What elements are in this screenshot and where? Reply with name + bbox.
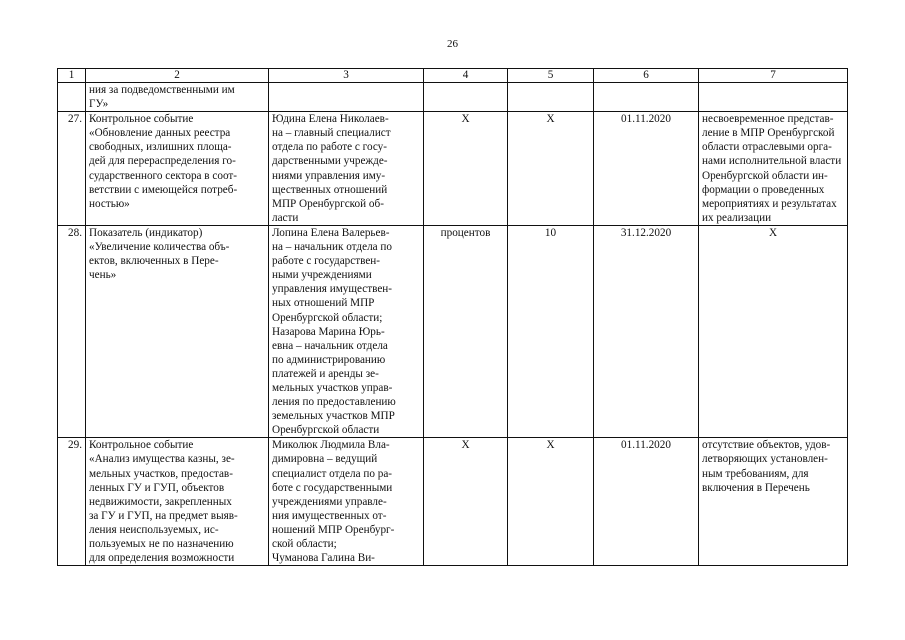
row-number: 29. <box>58 438 86 566</box>
cell-line: Лопина Елена Валерьев- <box>272 226 390 239</box>
cell-line: ласти <box>272 211 299 224</box>
cell-line: пользуемых не по назначению <box>89 538 234 550</box>
cell-line: чень» <box>89 269 117 282</box>
cell-value: Х <box>508 112 594 226</box>
cell-line: ской области; <box>272 538 337 550</box>
cell-line: ления по предоставлению <box>272 396 396 409</box>
header-cell: 1 <box>58 69 86 83</box>
cell-line: ными учреждениями <box>272 269 372 282</box>
cell-line: щественных отношений <box>272 183 388 196</box>
cell-line: летворяющих установлен- <box>702 453 828 466</box>
cell-date: 31.12.2020 <box>594 225 699 437</box>
cell-event-description <box>86 225 269 437</box>
cell-line: Оренбургской области ин- <box>702 169 828 182</box>
header-cell: 5 <box>508 69 594 83</box>
cell-line: Показатель (индикатор) <box>89 226 203 239</box>
cell-line: ностью» <box>89 197 130 210</box>
cell-line: ния имущественных от- <box>272 509 387 522</box>
row-number <box>58 83 86 112</box>
cell-line: ным требованиям, для <box>702 467 809 480</box>
cell-line: «Обновление данных реестра <box>89 127 231 140</box>
cell-line: земельных участков МПР <box>272 410 395 423</box>
cell-line: по администрированию <box>272 353 386 366</box>
cell-line: Оренбургской области <box>272 424 380 437</box>
cell-line: нами исполнительной власти <box>702 155 842 168</box>
cell-line: за ГУ и ГУП, на предмет выяв- <box>89 509 238 522</box>
cell-line: Назарова Марина Юрь- <box>272 325 385 338</box>
cell-line: на – начальник отдела по <box>272 241 392 254</box>
cell-date: 01.11.2020 <box>594 112 699 226</box>
cell-line: Оренбургской области; <box>272 311 383 324</box>
cell-line: Миколюк Людмила Вла- <box>272 439 390 452</box>
cell-line: ГУ» <box>89 98 109 111</box>
cell-line: ления неиспользуемых, ис- <box>89 523 219 536</box>
cell-line: для определения возможности <box>89 552 235 565</box>
cell-line: ных отношений МПР <box>272 297 375 310</box>
cell-risks <box>699 438 848 566</box>
header-cell: 6 <box>594 69 699 83</box>
cell-line: Чуманова Галина Ви- <box>272 552 375 565</box>
cell-line: учреждениями управле- <box>272 495 387 508</box>
cell-value: Х <box>508 438 594 566</box>
cell-line: ния за подведомственными им <box>89 84 235 96</box>
cell-responsible-person <box>269 438 424 566</box>
table-row <box>58 438 848 566</box>
table-row <box>58 225 848 437</box>
table-row <box>58 112 848 226</box>
cell-line: ление в МПР Оренбургской <box>702 127 835 140</box>
page-number: 26 <box>447 38 458 50</box>
cell-line: ношений МПР Оренбург- <box>272 523 395 536</box>
cell-date: 01.11.2020 <box>594 438 699 566</box>
cell-line: управления имуществен- <box>272 283 393 296</box>
cell-line: специалист отдела по ра- <box>272 467 393 480</box>
cell-line: ленных ГУ и ГУП, объектов <box>89 481 225 494</box>
cell-line: Контрольное событие <box>89 113 194 126</box>
cell-line: ектов, включенных в Пере- <box>89 255 219 268</box>
table-body <box>58 69 848 566</box>
cell-date <box>594 83 699 112</box>
cell-line: их реализации <box>702 211 772 224</box>
cell-line: включения в Перечень <box>702 481 810 494</box>
cell-unit: процентов <box>424 225 508 437</box>
cell-risks <box>699 83 848 112</box>
cell-line: Юдина Елена Николаев- <box>272 113 389 126</box>
cell-line: дей для перераспределения го- <box>89 155 236 168</box>
cell-line: «Анализ имущества казны, зе- <box>89 453 235 466</box>
cell-unit <box>424 83 508 112</box>
cell-responsible-person <box>269 225 424 437</box>
cell-line: ниями управления иму- <box>272 169 386 182</box>
cell-unit: Х <box>424 438 508 566</box>
cell-line: области отраслевыми орга- <box>702 141 832 154</box>
cell-line: МПР Оренбургской об- <box>272 197 384 210</box>
cell-value: 10 <box>508 225 594 437</box>
cell-event-description <box>86 83 269 112</box>
cell-line: Х <box>768 226 778 239</box>
cell-risks <box>699 225 848 437</box>
cell-line: формации о проведенных <box>702 183 825 196</box>
cell-unit: Х <box>424 112 508 226</box>
cell-line: несвоевременное представ- <box>702 113 834 126</box>
cell-line: отсутствие объектов, удов- <box>702 439 831 452</box>
table-header-row <box>58 69 848 83</box>
cell-line: недвижимости, закрепленных <box>89 495 232 508</box>
header-cell: 3 <box>269 69 424 83</box>
cell-risks <box>699 112 848 226</box>
cell-line: димировна – ведущий <box>272 453 378 466</box>
cell-line: «Увеличение количества объ- <box>89 241 230 254</box>
cell-line: дарственными учрежде- <box>272 155 388 168</box>
cell-responsible-person <box>269 112 424 226</box>
cell-line: ветствии с имеющейся потреб- <box>89 183 238 196</box>
cell-line: платежей и аренды зе- <box>272 367 379 380</box>
cell-line: боте с государственными <box>272 481 393 494</box>
header-cell: 2 <box>86 69 269 83</box>
cell-value <box>508 83 594 112</box>
cell-line: отдела по работе с госу- <box>272 141 387 154</box>
cell-line: Контрольное событие <box>89 439 194 452</box>
cell-line: мельных участков управ- <box>272 381 393 394</box>
table-row <box>58 83 848 112</box>
row-number: 28. <box>58 225 86 437</box>
report-table <box>57 68 848 566</box>
cell-line: работе с государствен- <box>272 255 381 268</box>
cell-line: мельных участков, предостав- <box>89 467 233 480</box>
cell-line: на – главный специалист <box>272 127 391 140</box>
header-cell: 7 <box>699 69 848 83</box>
cell-line: сударственного сектора в соот- <box>89 169 238 182</box>
cell-event-description <box>86 112 269 226</box>
cell-line: евна – начальник отдела <box>272 339 388 352</box>
cell-line: мероприятиях и результатах <box>702 197 837 210</box>
cell-line: свободных, излишних площа- <box>89 141 232 154</box>
header-cell: 4 <box>424 69 508 83</box>
cell-responsible-person <box>269 83 424 112</box>
row-number: 27. <box>58 112 86 226</box>
cell-event-description <box>86 438 269 566</box>
